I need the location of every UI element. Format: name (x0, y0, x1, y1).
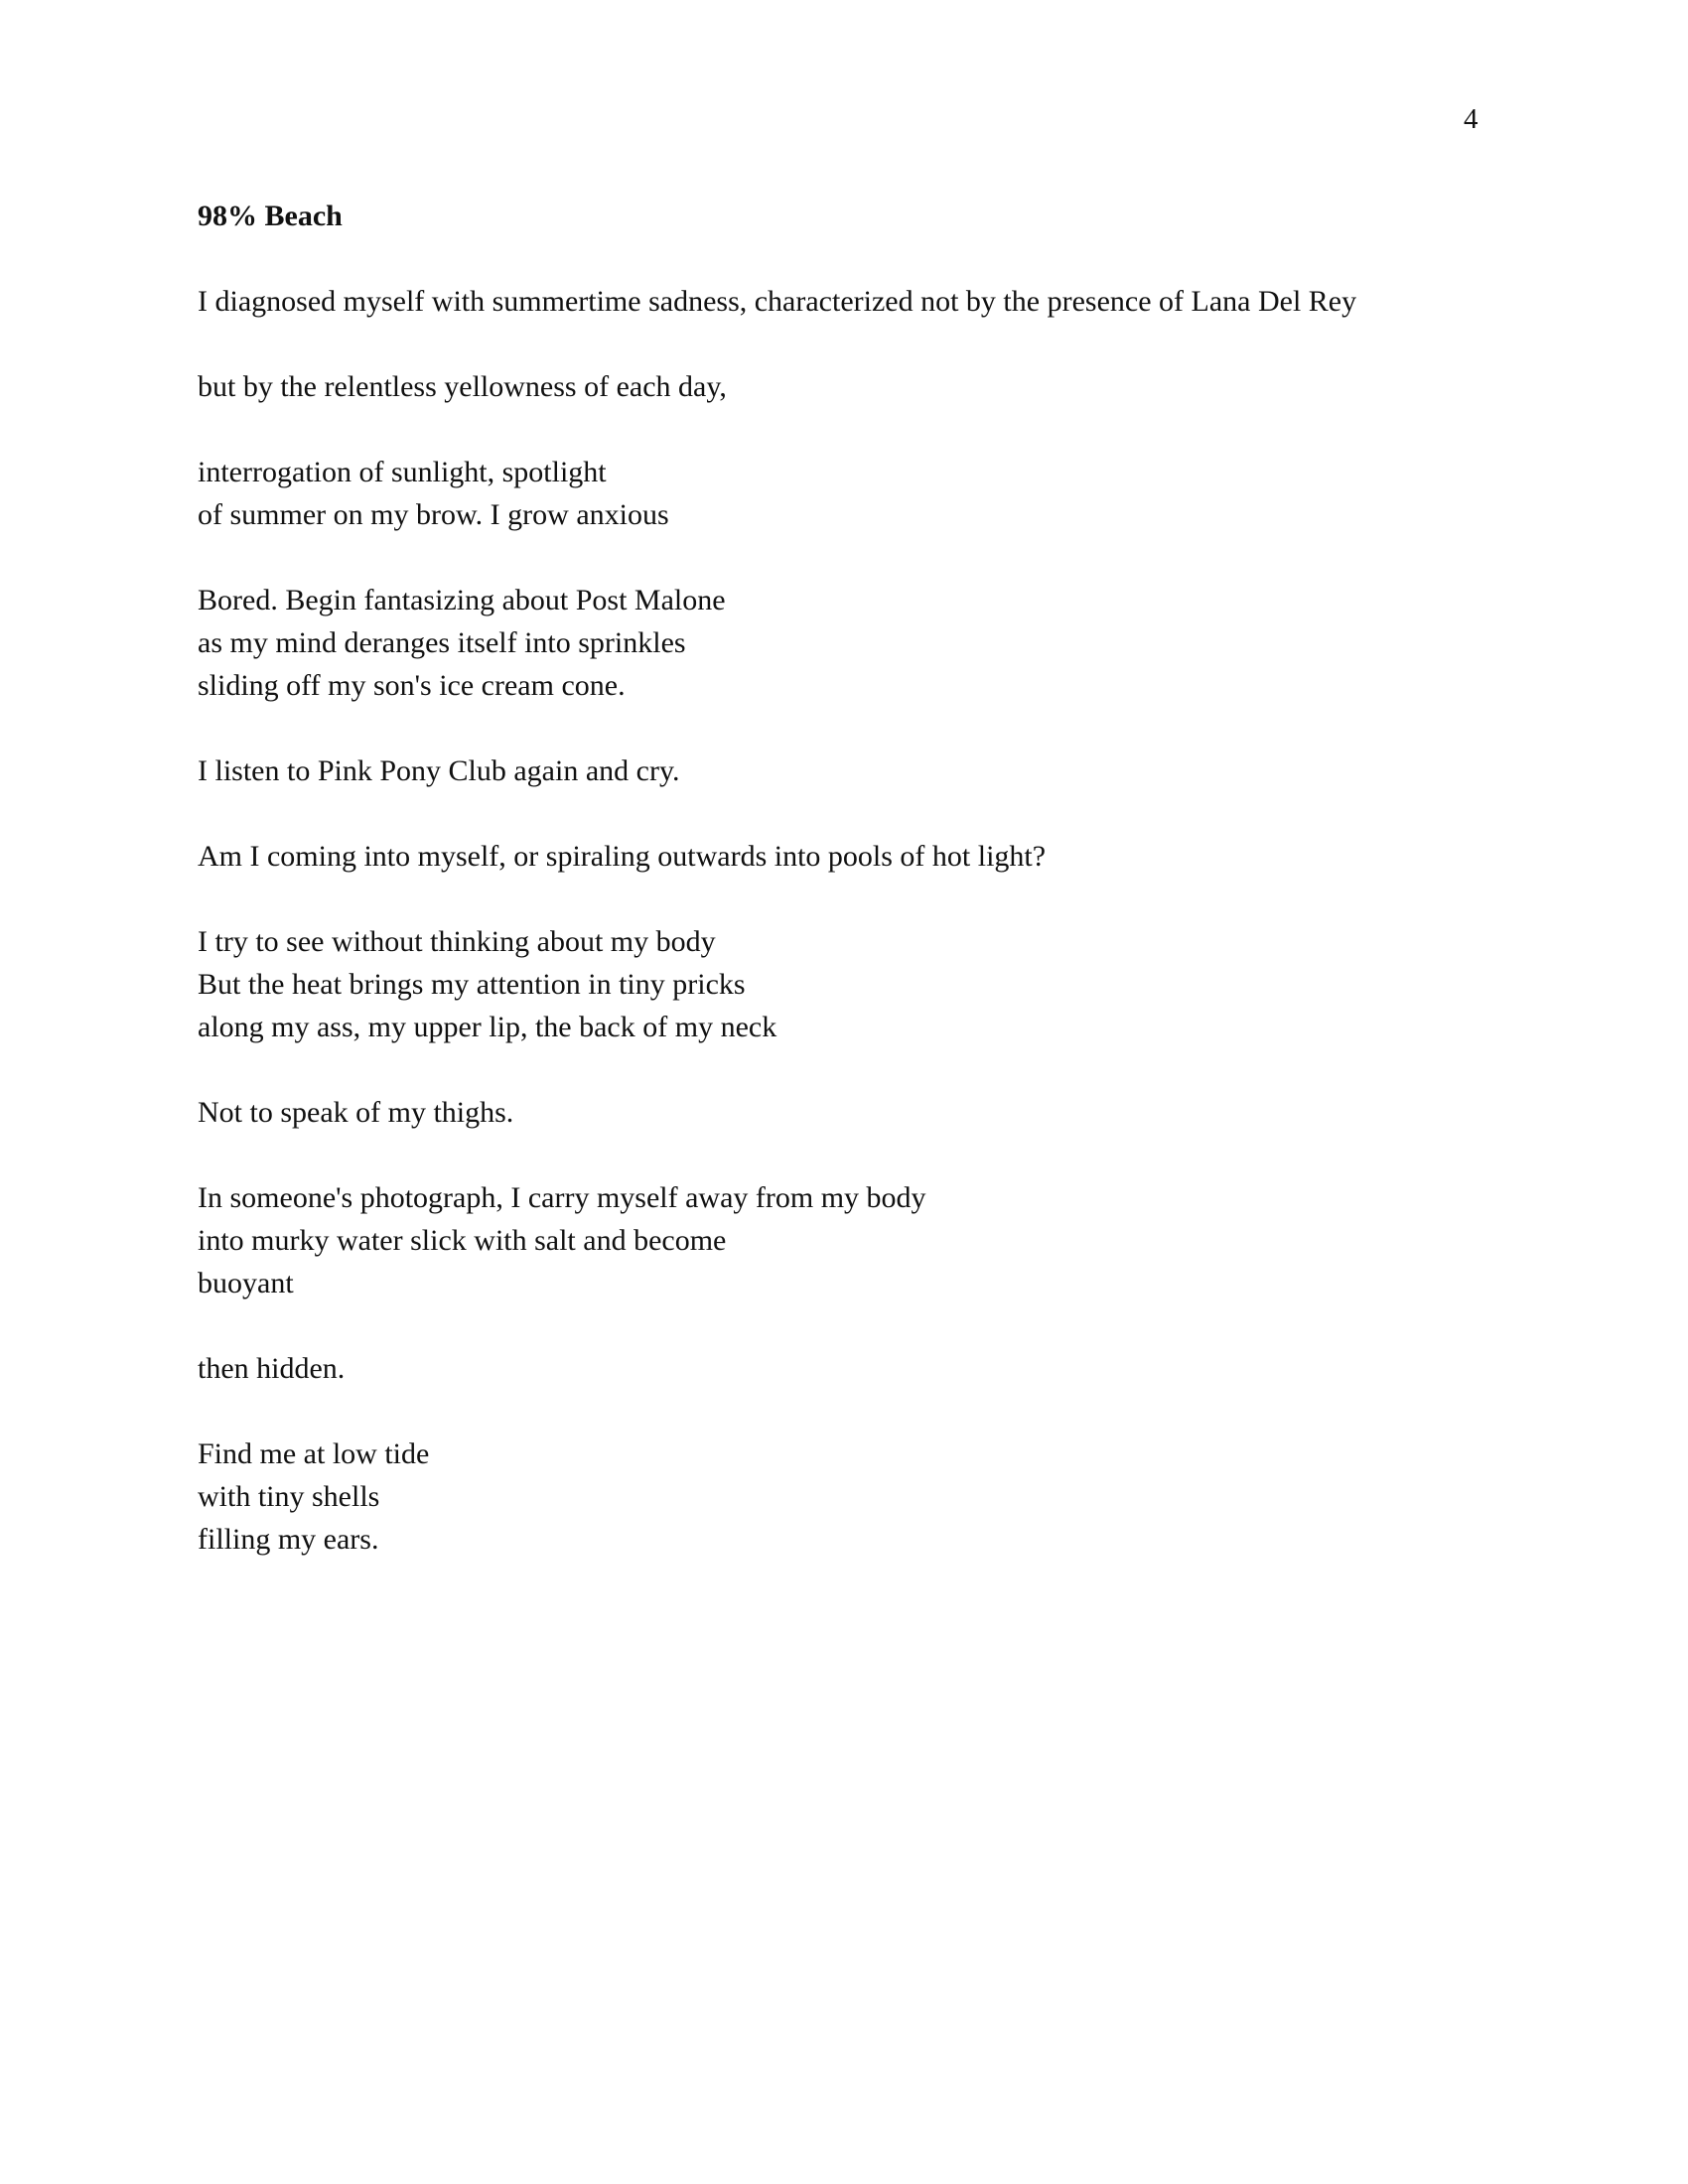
stanza (198, 579, 1538, 707)
poem-line: Bored. Begin fantasizing about Post Malone (198, 584, 726, 616)
poem-line: I listen to Pink Pony Club again and cry. (198, 754, 680, 787)
poem-line: sliding off my son's ice cream cone. (198, 669, 626, 702)
poem-line: Am I coming into myself, or spiraling outwards into pools of hot light? (198, 840, 1047, 873)
poem-line: but by the relentless yellowness of each day, (198, 370, 727, 403)
stanza (198, 1091, 1538, 1134)
stanza (198, 280, 1538, 323)
poem-line: interrogation of sunlight, spotlight (198, 456, 607, 488)
poem-line: along my ass, my upper lip, the back of my neck (198, 1011, 777, 1043)
poem-line: buoyant (198, 1267, 294, 1299)
poem-line: In someone's photograph, I carry myself away from my body (198, 1181, 926, 1214)
poem-line: I try to see without thinking about my body (198, 925, 716, 958)
stanza (198, 1433, 1538, 1561)
poem-line: into murky water slick with salt and become (198, 1224, 727, 1257)
poem-line: with tiny shells (198, 1480, 380, 1513)
poem-line: Not to speak of my thighs. (198, 1096, 514, 1129)
stanza (198, 835, 1538, 878)
poem-line: as my mind deranges itself into sprinkles (198, 626, 686, 659)
page-number: 4 (1464, 103, 1478, 135)
stanza (198, 920, 1538, 1048)
stanza (198, 750, 1538, 792)
poem-line: filling my ears. (198, 1523, 379, 1556)
poem-line: But the heat brings my attention in tiny pricks (198, 968, 746, 1001)
poem-title: 98% Beach (198, 200, 343, 232)
poem (198, 195, 1538, 1603)
poem-line: I diagnosed myself with summertime sadness, characterized not by the presence of Lana Del Rey (198, 285, 1357, 318)
stanza (198, 365, 1538, 408)
poem-line: Find me at low tide (198, 1437, 430, 1470)
stanza (198, 1176, 1538, 1304)
poem-line: then hidden. (198, 1352, 346, 1385)
poem-line: of summer on my brow. I grow anxious (198, 498, 669, 531)
stanza (198, 451, 1538, 536)
stanza (198, 1347, 1538, 1390)
